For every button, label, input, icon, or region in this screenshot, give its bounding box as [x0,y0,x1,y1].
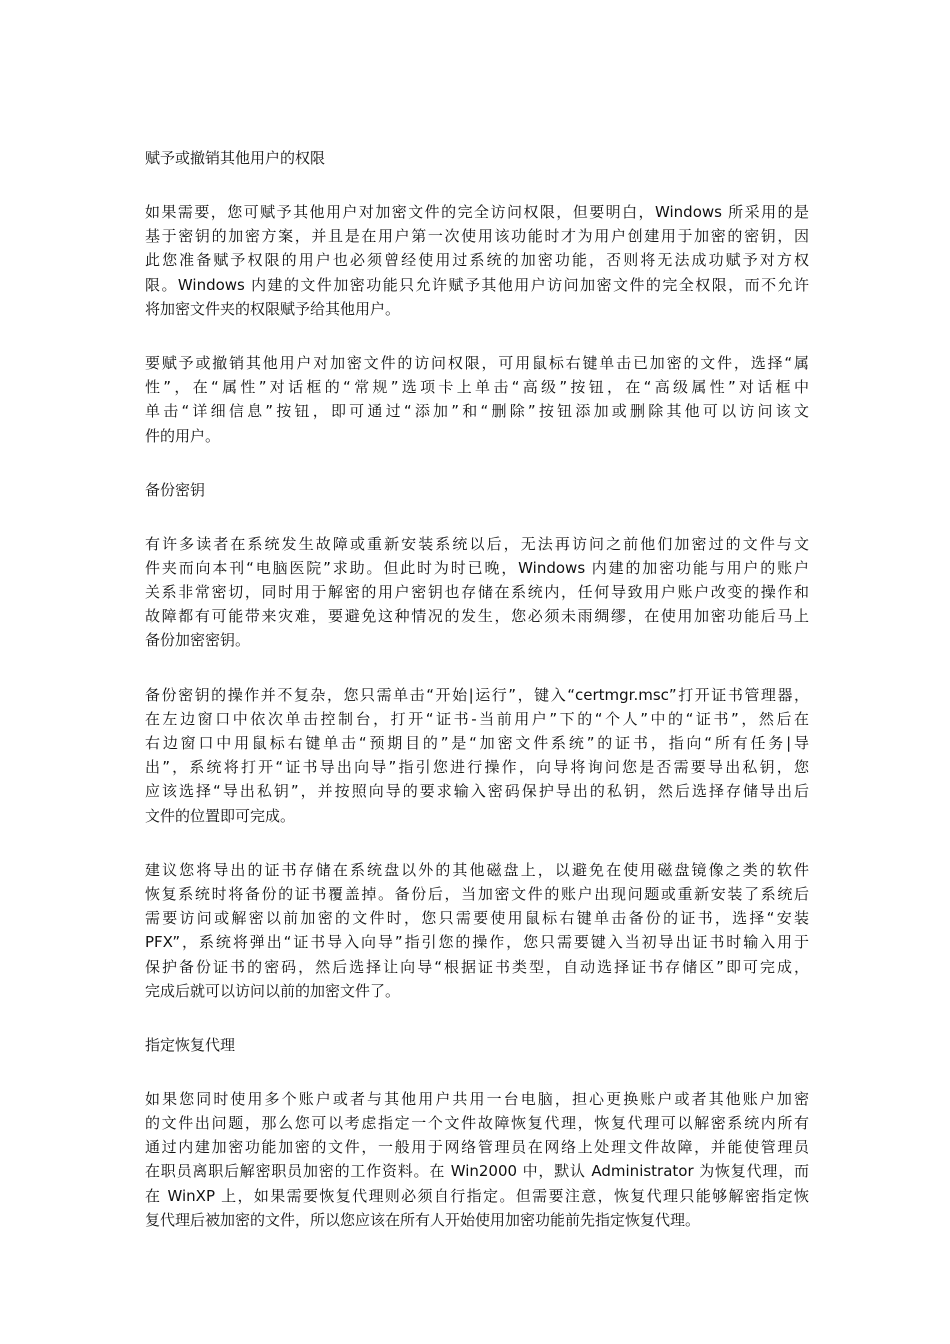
paragraph [145,532,809,653]
text-line: 件夹而向本刊“电脑医院”求助。但此时为时已晚，Windows 内建的加密功能与用户的账户 [145,558,809,577]
text-line: 将加密文件夹的权限赋予给其他用户。 [145,299,401,318]
paragraph [145,351,809,448]
section-heading: 备份密钥 [145,480,206,499]
paragraph-gap [145,1057,809,1087]
text-line: 出”，系统将打开“证书导出向导”指引您进行操作，向导将询问您是否需要导出私钥，您 [145,758,809,777]
text-line: PFX”，系统将弹出“证书导入向导”指引您的操作，您只需要键入当初导出证书时输入用于 [145,933,809,952]
text-line: 应该选择“导出私钥”，并按照向导的要求输入密码保护导出的私钥，然后选择存储导出后 [145,782,809,801]
text-line: 文件的位置即可完成。 [145,806,296,825]
paragraph [145,683,809,828]
text-line: 件的用户。 [145,426,221,445]
text-line: 在左边窗口中依次单击控制台，打开“证书-当前用户”下的“个人”中的“证书”，然后在 [145,709,809,728]
text-line: 右边窗口中用鼠标右键单击“预期目的”是“加密文件系统”的证书，指向“所有任务|导 [145,734,809,752]
section-heading: 赋予或撤销其他用户的权限 [145,149,326,167]
paragraph-gap [145,170,809,200]
text-line: 需要访问或解密以前加密的文件时，您只需要使用鼠标右键单击备份的证书，选择“安装 [145,909,809,928]
text-line: 基于密钥的加密方案，并且是在用户第一次使用该功能时才为用户创建用于加密的密钥，因 [145,227,809,246]
text-line: 关系非常密切，同时用于解密的用户密钥也存储在系统内，任何导致用户账户改变的操作和 [145,583,809,602]
text-line: 的文件出问题，那么您可以考虑指定一个文件故障恢复代理，恢复代理可以解密系统内所有 [145,1114,809,1133]
paragraph-gap [145,1003,809,1033]
text-line: 恢复系统时将备份的证书覆盖掉。备份后，当加密文件的账户出现问题或重新安装了系统后 [145,884,809,903]
text-line: 保护备份证书的密码，然后选择让向导“根据证书类型，自动选择证书存储区”即可完成， [145,957,809,976]
text-line: 如果您同时使用多个账户或者与其他用户共用一台电脑，担心更换账户或者其他账户加密 [145,1089,809,1108]
text-line: 单击“详细信息”按钮，即可通过“添加”和“删除”按钮添加或删除其他可以访问该文 [145,402,809,421]
text-line: 要赋予或撤销其他用户对加密文件的访问权限，可用鼠标右键单击已加密的文件，选择“属 [145,353,809,372]
paragraph [145,858,809,1003]
paragraph-gap [145,1232,809,1262]
paragraph [145,1087,809,1232]
paragraph-gap [145,653,809,683]
text-line: 备份密钥的操作并不复杂，您只需单击“开始|运行”，键入“certmgr.msc”打开证书管理器， [145,685,809,704]
text-line: 有许多读者在系统发生故障或重新安装系统以后，无法再访问之前他们加密过的文件与文 [145,534,809,553]
text-line: 完成后就可以访问以前的加密文件了。 [145,981,401,1000]
text-line: 在职员离职后解密职员加密的工作资料。在 Win2000 中，默认 Administrator 为恢复代理，而 [145,1162,809,1181]
text-line: 限。Windows 内建的文件加密功能只允许赋予其他用户访问加密文件的完全权限，而不允许 [145,275,809,294]
text-line: 在 WinXP 上，如果需要恢复代理则必须自行指定。但需要注意，恢复代理只能够解密指定恢 [145,1186,809,1205]
paragraph [145,200,809,321]
paragraph-gap [145,321,809,351]
paragraph-gap [145,828,809,858]
section-heading: 指定恢复代理 [145,1035,236,1054]
text-line: 通过内建加密功能加密的文件，一般用于网络管理员在网络上处理文件故障，并能使管理员 [145,1138,809,1157]
text-line: 备份加密密钥。 [145,631,251,650]
document-body [145,146,809,1262]
text-line: 性”，在“属性”对话框的“常规”选项卡上单击“高级”按钮，在“高级属性”对话框中 [145,378,809,397]
text-line: 此您准备赋予权限的用户也必须曾经使用过系统的加密功能，否则将无法成功赋予对方权 [145,251,809,270]
text-line: 建议您将导出的证书存储在系统盘以外的其他磁盘上，以避免在使用磁盘镜像之类的软件 [145,860,809,879]
paragraph-gap [145,448,809,478]
paragraph-gap [145,502,809,532]
text-line: 复代理后被加密的文件，所以您应该在所有人开始使用加密功能前先指定恢复代理。 [145,1210,701,1229]
text-line: 故障都有可能带来灾难，要避免这种情况的发生，您必须未雨绸缪，在使用加密功能后马上 [145,607,809,626]
text-line: 如果需要，您可赋予其他用户对加密文件的完全访问权限，但要明白，Windows 所采用的是 [145,203,809,221]
